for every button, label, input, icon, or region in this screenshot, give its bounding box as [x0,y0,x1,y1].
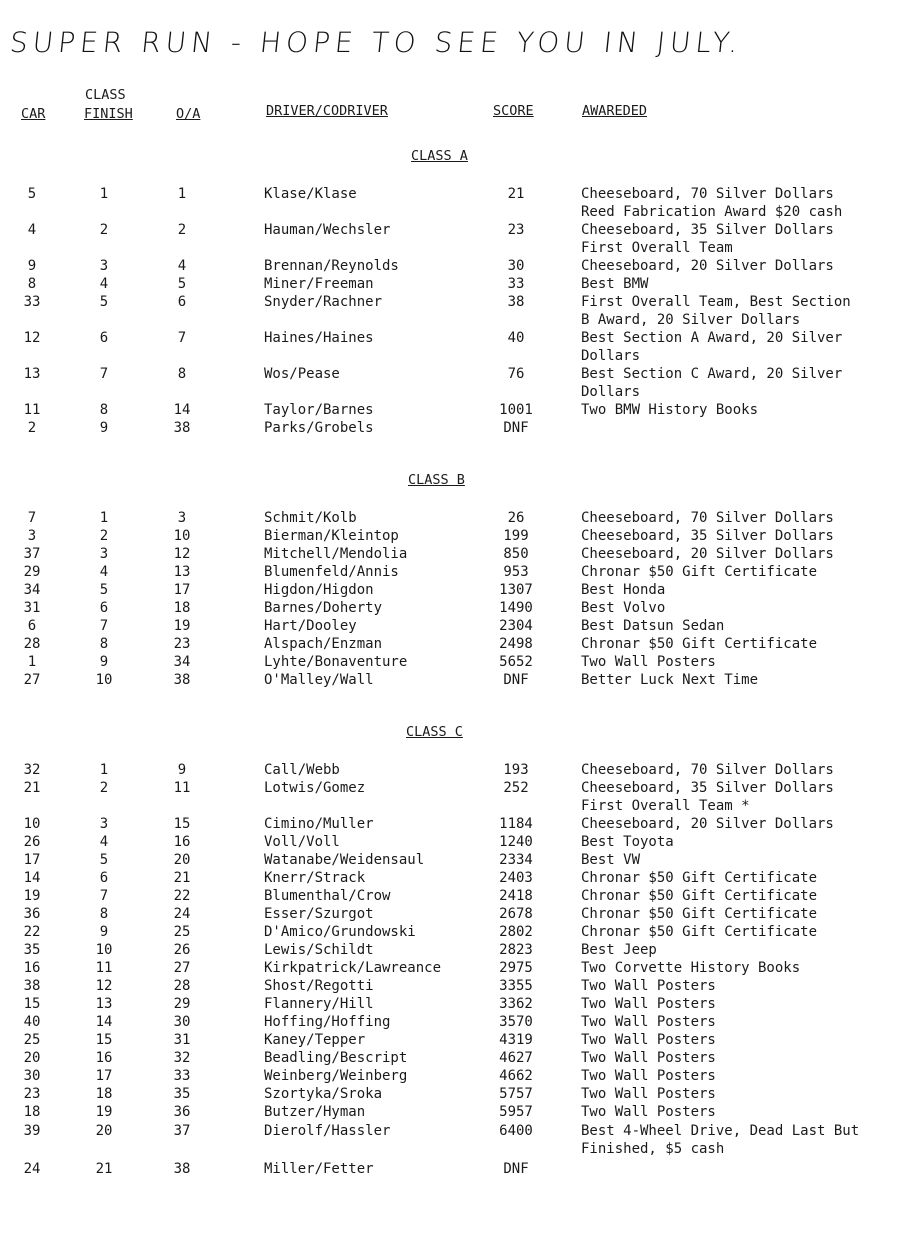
class-finish: 1 [99,510,109,526]
award-text: Cheeseboard, 20 Silver Dollars [581,258,834,274]
car-number: 18 [23,1104,41,1120]
award-text: Finished, $5 cash [581,1141,725,1157]
class-finish: 14 [95,1014,113,1030]
award-text: Reed Fabrication Award $20 cash [581,204,843,220]
class-finish: 3 [99,546,109,562]
overall-position: 5 [177,276,187,292]
overall-position: 35 [173,1086,191,1102]
driver-codriver: Brennan/Reynolds [264,258,399,274]
overall-position: 32 [173,1050,191,1066]
score: 40 [507,330,525,346]
car-number: 20 [23,1050,41,1066]
class-finish: 17 [95,1068,113,1084]
award-text: Chronar $50 Gift Certificate [581,906,818,922]
class-title: CLASS A [411,148,468,164]
overall-position: 14 [173,402,191,418]
overall-position: 13 [173,564,191,580]
class-finish: 10 [95,672,113,688]
award-text: Best BMW [581,276,649,292]
driver-codriver: Butzer/Hyman [264,1104,366,1120]
award-text: Best 4-Wheel Drive, Dead Last But [581,1123,860,1139]
class-finish: 5 [99,582,109,598]
class-finish: 19 [95,1104,113,1120]
driver-codriver: Hauman/Wechsler [264,222,391,238]
driver-codriver: Shost/Regotti [264,978,374,994]
award-text: Best Jeep [581,942,657,958]
score: 2498 [499,636,533,652]
score: 21 [507,186,525,202]
driver-codriver: Klase/Klase [264,186,357,202]
award-text: Best Datsun Sedan [581,618,725,634]
class-finish: 1 [99,186,109,202]
overall-position: 38 [173,672,191,688]
class-finish: 5 [99,294,109,310]
score: 953 [503,564,529,580]
score: 6400 [499,1123,533,1139]
driver-codriver: Lyhte/Bonaventure [264,654,408,670]
class-finish: 5 [99,852,109,868]
score: 2334 [499,852,533,868]
header-driver-codriver: DRIVER/CODRIVER [266,103,388,119]
award-text: Best Volvo [581,600,666,616]
driver-codriver: Miner/Freeman [264,276,374,292]
driver-codriver: Blumenthal/Crow [264,888,391,904]
award-text: Two Wall Posters [581,1014,716,1030]
award-text: First Overall Team * [581,798,750,814]
driver-codriver: Mitchell/Mendolia [264,546,408,562]
overall-position: 20 [173,852,191,868]
driver-codriver: Call/Webb [264,762,340,778]
driver-codriver: Alspach/Enzman [264,636,383,652]
overall-position: 27 [173,960,191,976]
overall-position: 30 [173,1014,191,1030]
score: 2678 [499,906,533,922]
overall-position: 29 [173,996,191,1012]
car-number: 6 [27,618,37,634]
overall-position: 16 [173,834,191,850]
score: DNF [503,672,529,688]
overall-position: 22 [173,888,191,904]
driver-codriver: Barnes/Doherty [264,600,383,616]
car-number: 5 [27,186,37,202]
car-number: 8 [27,276,37,292]
class-finish: 12 [95,978,113,994]
driver-codriver: Snyder/Rachner [264,294,383,310]
award-text: Dollars [581,384,641,400]
car-number: 10 [23,816,41,832]
award-text: Two BMW History Books [581,402,759,418]
score: 1001 [499,402,533,418]
award-text: Two Wall Posters [581,996,716,1012]
class-finish: 4 [99,276,109,292]
header-class-top: CLASS [85,87,126,103]
driver-codriver: Kirkpatrick/Lawreance [264,960,442,976]
car-number: 25 [23,1032,41,1048]
award-text: Best VW [581,852,641,868]
car-number: 15 [23,996,41,1012]
score: 2304 [499,618,533,634]
driver-codriver: Knerr/Strack [264,870,366,886]
overall-position: 38 [173,1161,191,1177]
score: 1490 [499,600,533,616]
overall-position: 33 [173,1068,191,1084]
class-finish: 7 [99,888,109,904]
car-number: 29 [23,564,41,580]
car-number: 19 [23,888,41,904]
class-finish: 7 [99,366,109,382]
car-number: 9 [27,258,37,274]
overall-position: 34 [173,654,191,670]
award-text: First Overall Team [581,240,733,256]
score: 1307 [499,582,533,598]
score: 5757 [499,1086,533,1102]
driver-codriver: Blumenfeld/Annis [264,564,399,580]
overall-position: 31 [173,1032,191,1048]
driver-codriver: D'Amico/Grundowski [264,924,416,940]
driver-codriver: Kaney/Tepper [264,1032,366,1048]
car-number: 7 [27,510,37,526]
score: 5652 [499,654,533,670]
car-number: 21 [23,780,41,796]
car-number: 3 [27,528,37,544]
award-text: B Award, 20 Silver Dollars [581,312,801,328]
overall-position: 25 [173,924,191,940]
overall-position: 2 [177,222,187,238]
driver-codriver: Voll/Voll [264,834,340,850]
award-text: Chronar $50 Gift Certificate [581,636,818,652]
award-text: Chronar $50 Gift Certificate [581,564,818,580]
award-text: Chronar $50 Gift Certificate [581,870,818,886]
overall-position: 24 [173,906,191,922]
class-finish: 18 [95,1086,113,1102]
overall-position: 6 [177,294,187,310]
overall-position: 37 [173,1123,191,1139]
award-text: Better Luck Next Time [581,672,759,688]
car-number: 11 [23,402,41,418]
car-number: 30 [23,1068,41,1084]
overall-position: 19 [173,618,191,634]
driver-codriver: Esser/Szurgot [264,906,374,922]
score: 2403 [499,870,533,886]
car-number: 28 [23,636,41,652]
class-finish: 8 [99,906,109,922]
award-text: Cheeseboard, 20 Silver Dollars [581,816,834,832]
driver-codriver: Weinberg/Weinberg [264,1068,408,1084]
driver-codriver: Taylor/Barnes [264,402,374,418]
overall-position: 28 [173,978,191,994]
car-number: 40 [23,1014,41,1030]
score: DNF [503,1161,529,1177]
score: 3355 [499,978,533,994]
score: 850 [503,546,529,562]
overall-position: 17 [173,582,191,598]
header-class-finish: FINISH [84,106,133,122]
score: 23 [507,222,525,238]
car-number: 36 [23,906,41,922]
score: 2802 [499,924,533,940]
driver-codriver: Lewis/Schildt [264,942,374,958]
award-text: Cheeseboard, 70 Silver Dollars [581,762,834,778]
class-finish: 2 [99,528,109,544]
award-text: Two Wall Posters [581,1104,716,1120]
class-finish: 15 [95,1032,113,1048]
award-text: Cheeseboard, 70 Silver Dollars [581,186,834,202]
overall-position: 36 [173,1104,191,1120]
driver-codriver: Dierolf/Hassler [264,1123,391,1139]
car-number: 38 [23,978,41,994]
header-car: CAR [21,106,46,122]
overall-position: 18 [173,600,191,616]
car-number: 14 [23,870,41,886]
overall-position: 4 [177,258,187,274]
score: 2418 [499,888,533,904]
class-finish: 9 [99,924,109,940]
class-title: CLASS C [406,724,463,740]
score: 2975 [499,960,533,976]
class-finish: 3 [99,258,109,274]
class-finish: 21 [95,1161,113,1177]
overall-position: 7 [177,330,187,346]
driver-codriver: Haines/Haines [264,330,374,346]
score: 1184 [499,816,533,832]
driver-codriver: Lotwis/Gomez [264,780,366,796]
driver-codriver: Higdon/Higdon [264,582,374,598]
score: 2823 [499,942,533,958]
class-finish: 20 [95,1123,113,1139]
score: 5957 [499,1104,533,1120]
car-number: 22 [23,924,41,940]
score: 26 [507,510,525,526]
header-awarded: AWAREDED [582,103,648,119]
car-number: 37 [23,546,41,562]
award-text: Best Toyota [581,834,674,850]
class-finish: 7 [99,618,109,634]
overall-position: 3 [177,510,187,526]
class-title: CLASS B [408,472,465,488]
award-text: Two Wall Posters [581,1032,716,1048]
class-finish: 16 [95,1050,113,1066]
overall-position: 10 [173,528,191,544]
class-finish: 9 [99,654,109,670]
class-finish: 10 [95,942,113,958]
driver-codriver: Hoffing/Hoffing [264,1014,391,1030]
class-finish: 2 [99,222,109,238]
score: 38 [507,294,525,310]
class-finish: 13 [95,996,113,1012]
car-number: 39 [23,1123,41,1139]
score: 30 [507,258,525,274]
driver-codriver: Watanabe/Weidensaul [264,852,425,868]
class-finish: 8 [99,636,109,652]
overall-position: 12 [173,546,191,562]
score: 4662 [499,1068,533,1084]
award-text: Best Section C Award, 20 Silver [581,366,843,382]
overall-position: 26 [173,942,191,958]
car-number: 13 [23,366,41,382]
driver-codriver: Bierman/Kleintop [264,528,399,544]
car-number: 1 [27,654,37,670]
award-text: First Overall Team, Best Section [581,294,851,310]
score: 3570 [499,1014,533,1030]
score: 4319 [499,1032,533,1048]
score: 252 [503,780,529,796]
car-number: 27 [23,672,41,688]
car-number: 23 [23,1086,41,1102]
header-score: SCORE [493,103,534,119]
driver-codriver: Parks/Grobels [264,420,374,436]
overall-position: 15 [173,816,191,832]
car-number: 33 [23,294,41,310]
award-text: Two Wall Posters [581,654,716,670]
award-text: Two Wall Posters [581,1050,716,1066]
car-number: 32 [23,762,41,778]
overall-position: 38 [173,420,191,436]
handwritten-note: SUPER RUN - HOPE TO SEE YOU IN JULY. [8,26,745,59]
class-finish: 8 [99,402,109,418]
award-text: Two Corvette History Books [581,960,801,976]
driver-codriver: Szortyka/Sroka [264,1086,383,1102]
class-finish: 4 [99,834,109,850]
overall-position: 1 [177,186,187,202]
score: 76 [507,366,525,382]
score: 199 [503,528,529,544]
award-text: Cheeseboard, 35 Silver Dollars [581,222,834,238]
overall-position: 8 [177,366,187,382]
score: 4627 [499,1050,533,1066]
overall-position: 9 [177,762,187,778]
class-finish: 4 [99,564,109,580]
award-text: Chronar $50 Gift Certificate [581,924,818,940]
award-text: Chronar $50 Gift Certificate [581,888,818,904]
class-finish: 1 [99,762,109,778]
class-finish: 6 [99,600,109,616]
class-finish: 11 [95,960,113,976]
car-number: 4 [27,222,37,238]
score: 1240 [499,834,533,850]
award-text: Cheeseboard, 20 Silver Dollars [581,546,834,562]
driver-codriver: Beadling/Bescript [264,1050,408,1066]
score: 193 [503,762,529,778]
driver-codriver: Miller/Fetter [264,1161,374,1177]
driver-codriver: Cimino/Muller [264,816,374,832]
class-finish: 2 [99,780,109,796]
class-finish: 6 [99,870,109,886]
car-number: 17 [23,852,41,868]
award-text: Cheeseboard, 35 Silver Dollars [581,780,834,796]
driver-codriver: Hart/Dooley [264,618,357,634]
car-number: 24 [23,1161,41,1177]
score: 33 [507,276,525,292]
award-text: Two Wall Posters [581,1068,716,1084]
class-finish: 9 [99,420,109,436]
award-text: Cheeseboard, 35 Silver Dollars [581,528,834,544]
car-number: 12 [23,330,41,346]
car-number: 31 [23,600,41,616]
car-number: 16 [23,960,41,976]
driver-codriver: Wos/Pease [264,366,340,382]
car-number: 26 [23,834,41,850]
score: DNF [503,420,529,436]
award-text: Cheeseboard, 70 Silver Dollars [581,510,834,526]
award-text: Best Section A Award, 20 Silver [581,330,843,346]
overall-position: 21 [173,870,191,886]
header-overall: O/A [176,106,201,122]
class-finish: 3 [99,816,109,832]
class-finish: 6 [99,330,109,346]
driver-codriver: Flannery/Hill [264,996,374,1012]
driver-codriver: Schmit/Kolb [264,510,357,526]
car-number: 34 [23,582,41,598]
car-number: 35 [23,942,41,958]
overall-position: 23 [173,636,191,652]
award-text: Two Wall Posters [581,1086,716,1102]
award-text: Dollars [581,348,641,364]
driver-codriver: O'Malley/Wall [264,672,374,688]
award-text: Two Wall Posters [581,978,716,994]
award-text: Best Honda [581,582,666,598]
overall-position: 11 [173,780,191,796]
score: 3362 [499,996,533,1012]
car-number: 2 [27,420,37,436]
